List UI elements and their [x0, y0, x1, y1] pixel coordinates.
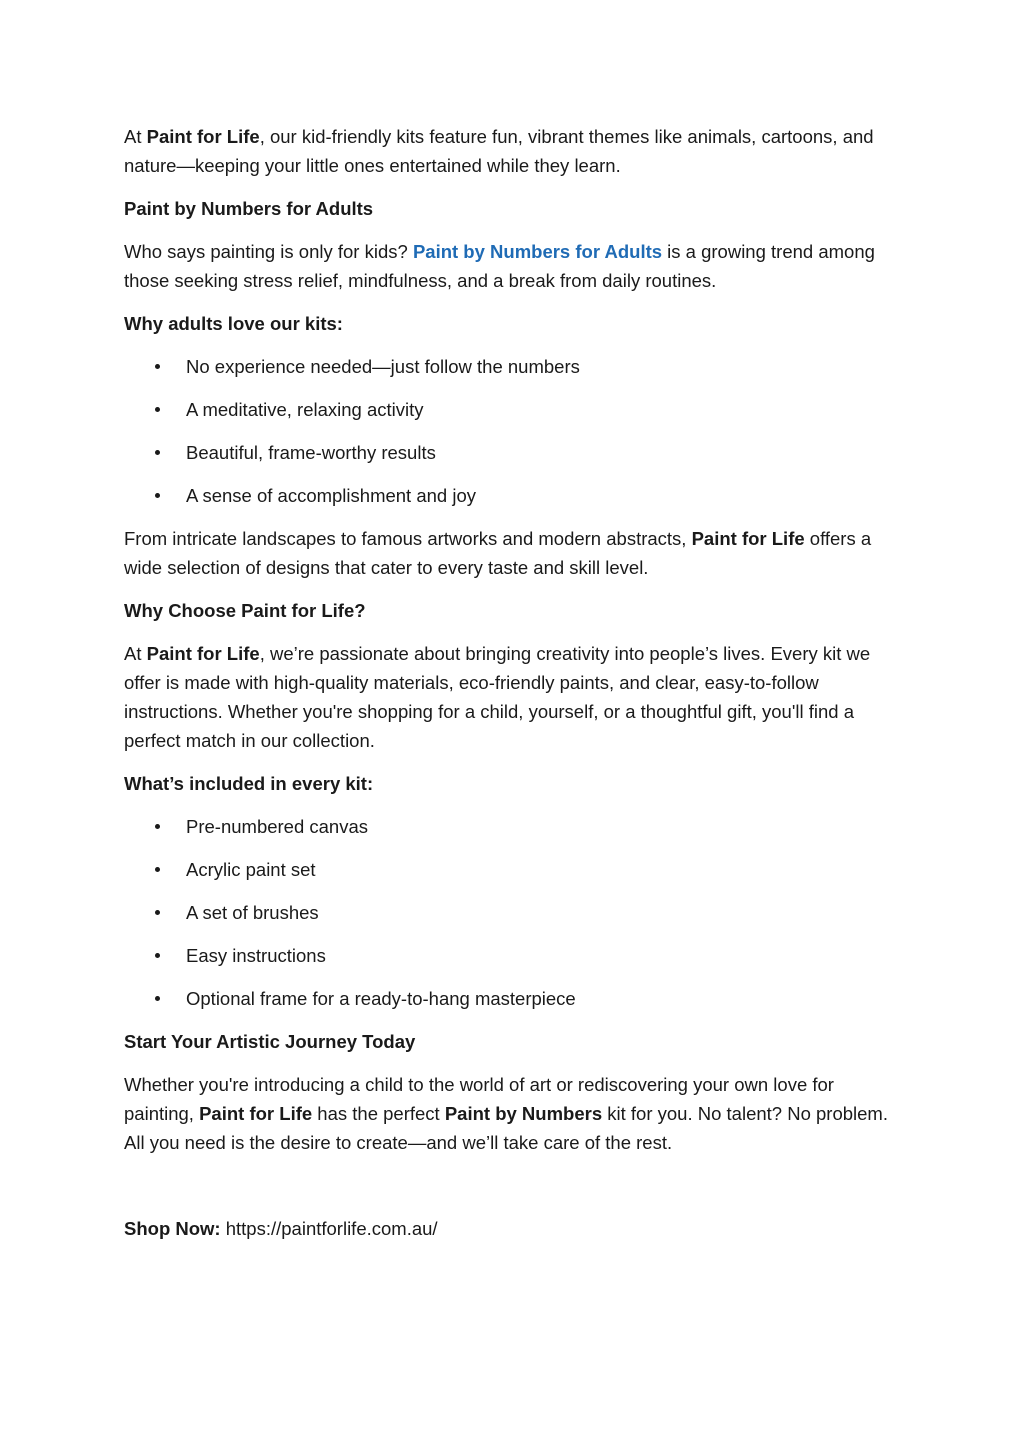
intro-paragraph: At Paint for Life, our kid-friendly kits feature fun, vibrant themes like animals, cartoons, and nature—keeping your little ones entertained while they learn.	[124, 126, 874, 176]
kit-contents-heading: What’s included in every kit:	[124, 773, 374, 794]
list-item: A meditative, relaxing activity	[124, 395, 904, 424]
brand-name: Paint for Life	[691, 528, 805, 549]
bullet-icon	[155, 910, 160, 915]
brand-name: Paint for Life	[146, 126, 260, 147]
brand-name: Paint for Life	[199, 1103, 313, 1124]
list-item: Pre-numbered canvas	[124, 812, 904, 841]
designs-paragraph: From intricate landscapes to famous artworks and modern abstracts, Paint for Life offers a wide selection of designs that cater to every taste and skill level.	[124, 528, 872, 578]
product-name: Paint by Numbers	[444, 1103, 603, 1124]
shop-now-line	[124, 1214, 904, 1243]
adults-heading: Paint by Numbers for Adults	[124, 198, 374, 219]
shop-url[interactable]: https://paintforlife.com.au/	[220, 1218, 438, 1239]
adults-list-heading: Why adults love our kits:	[124, 313, 343, 334]
bullet-icon	[155, 407, 160, 412]
adults-benefits-list	[124, 352, 904, 510]
list-item: Easy instructions	[124, 941, 904, 970]
bullet-icon	[155, 953, 160, 958]
list-item: A set of brushes	[124, 898, 904, 927]
spacer	[124, 1171, 904, 1214]
kit-contents-list	[124, 812, 904, 1013]
bullet-icon	[155, 996, 160, 1001]
list-item: No experience needed—just follow the numbers	[124, 352, 904, 381]
list-item: Beautiful, frame-worthy results	[124, 438, 904, 467]
shop-now-label: Shop Now:	[124, 1218, 221, 1239]
why-heading: Why Choose Paint for Life?	[124, 600, 366, 621]
brand-name: Paint for Life	[146, 643, 260, 664]
start-heading: Start Your Artistic Journey Today	[124, 1031, 416, 1052]
adults-link[interactable]: Paint by Numbers for Adults	[412, 241, 663, 262]
bullet-icon	[155, 450, 160, 455]
list-item: Optional frame for a ready-to-hang masterpiece	[124, 984, 904, 1013]
list-item: A sense of accomplishment and joy	[124, 481, 904, 510]
bullet-icon	[155, 364, 160, 369]
list-item: Acrylic paint set	[124, 855, 904, 884]
bullet-icon	[155, 493, 160, 498]
bullet-icon	[155, 824, 160, 829]
start-paragraph: Whether you're introducing a child to the world of art or rediscovering your own love for painting, Paint for Life has the perfect Paint by Numbers kit for you. No talent? No problem. All you need is the desire to create—and we’ll take care of the rest.	[124, 1074, 888, 1153]
document-page	[124, 122, 904, 1257]
bullet-icon	[155, 867, 160, 872]
why-paragraph: At Paint for Life, we’re passionate about bringing creativity into people’s lives. Every kit we offer is made with high-quality materials, eco-friendly paints, and clear, easy-to-follow instructions. Whether you're shopping for a child, yourself, or a thoughtful gift, you'll find a perfect match in our collection.	[124, 643, 871, 751]
adults-paragraph: Who says painting is only for kids? Paint by Numbers for Adults is a growing trend among those seeking stress relief, mindfulness, and a break from daily routines.	[124, 241, 875, 291]
